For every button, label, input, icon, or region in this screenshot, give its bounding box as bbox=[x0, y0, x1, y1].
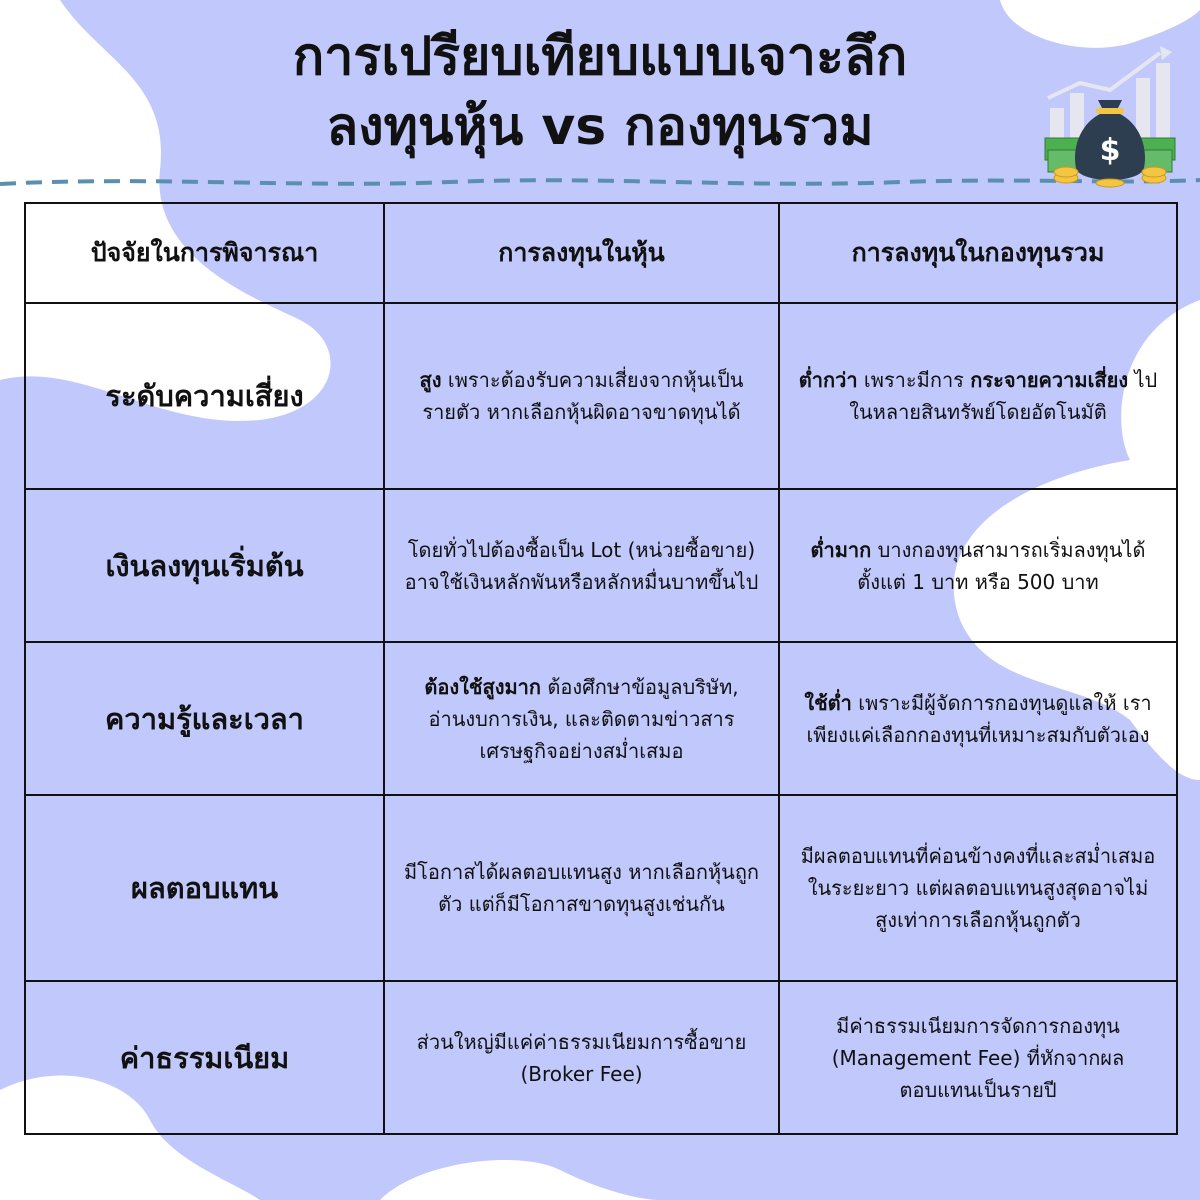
dashed-divider bbox=[0, 172, 1200, 192]
factor-cell: ค่าธรรมเนียม bbox=[25, 981, 384, 1134]
stock-cell bbox=[384, 981, 779, 1134]
fund-cell bbox=[779, 489, 1177, 642]
fund-highlight: ต่ำกว่า bbox=[798, 368, 858, 392]
fund-text: มีค่าธรรมเนียมการจัดการกองทุน (Management Fee) ที่หักจากผลตอบแทนเป็นรายปี bbox=[831, 1013, 1125, 1102]
fund-text-2: ไปในหลายสินทรัพย์โดยอัตโนมัติ bbox=[849, 368, 1158, 424]
table-row bbox=[25, 489, 1177, 642]
stock-text: ต้องศึกษาข้อมูลบริษัท, อ่านงบการเงิน, และติดตามข่าวสารเศรษฐกิจอย่างสม่ำเสมอ bbox=[428, 674, 739, 763]
page-title bbox=[0, 22, 1200, 162]
stock-cell bbox=[384, 642, 779, 795]
table-row bbox=[25, 303, 1177, 489]
stock-highlight: ต้องใช้สูงมาก bbox=[424, 674, 541, 699]
stock-text: ส่วนใหญ่มีแค่ค่าธรรมเนียมการซื้อขาย (Broker Fee) bbox=[416, 1029, 747, 1086]
table-row bbox=[25, 981, 1177, 1134]
title-line-2: ลงทุนหุ้น vs กองทุนรวม bbox=[326, 97, 874, 157]
table-row bbox=[25, 795, 1177, 981]
stock-text: โดยทั่วไปต้องซื้อเป็น Lot (หน่วยซื้อขาย) อาจใช้เงินหลักพันหรือหลักหมื่นบาทขึ้นไป bbox=[404, 537, 759, 594]
table-header-row bbox=[25, 203, 1177, 303]
fund-text: เพราะมีการ bbox=[857, 368, 971, 392]
fund-highlight: ใช้ต่ำ bbox=[804, 690, 852, 715]
table-row bbox=[25, 642, 1177, 795]
header-stock: การลงทุนในหุ้น bbox=[384, 203, 779, 303]
fund-cell bbox=[779, 981, 1177, 1134]
factor-cell: ความรู้และเวลา bbox=[25, 642, 384, 795]
title-line-1: การเปรียบเทียบแบบเจาะลึก bbox=[292, 27, 908, 87]
fund-highlight: ต่ำมาก bbox=[810, 537, 872, 562]
fund-cell bbox=[779, 642, 1177, 795]
svg-text:$: $ bbox=[1099, 133, 1121, 168]
header-factor: ปัจจัยในการพิจารณา bbox=[25, 203, 384, 303]
stock-text: เพราะต้องรับความเสี่ยงจากหุ้นเป็นรายตัว หากเลือกหุ้นผิดอาจขาดทุนได้ bbox=[422, 368, 744, 424]
money-bag-chart-icon bbox=[1040, 38, 1180, 188]
stock-text: มีโอกาสได้ผลตอบแทนสูง หากเลือกหุ้นถูกตัว แต่ก็มีโอกาสขาดทุนสูงเช่นกัน bbox=[403, 860, 760, 916]
fund-text: เพราะมีผู้จัดการกองทุนดูแลให้ เราเพียงแค่เลือกกองทุนที่เหมาะสมกับตัวเอง bbox=[806, 690, 1152, 747]
fund-text: บางกองทุนสามารถเริ่มลงทุนได้ตั้งแต่ 1 บาท หรือ 500 บาท bbox=[857, 537, 1146, 594]
comparison-table bbox=[24, 202, 1178, 1135]
stock-cell bbox=[384, 489, 779, 642]
stock-cell bbox=[384, 303, 779, 489]
factor-cell: ระดับความเสี่ยง bbox=[25, 303, 384, 489]
stock-cell bbox=[384, 795, 779, 981]
fund-cell bbox=[779, 303, 1177, 489]
fund-highlight-2: กระจายความเสี่ยง bbox=[970, 368, 1129, 392]
stock-highlight: สูง bbox=[419, 368, 442, 392]
fund-text: มีผลตอบแทนที่ค่อนข้างคงที่และสม่ำเสมอในระยะยาว แต่ผลตอบแทนสูงสุดอาจไม่สูงเท่าการเลือกหุ้นถูกตัว bbox=[800, 844, 1156, 932]
factor-cell: เงินลงทุนเริ่มต้น bbox=[25, 489, 384, 642]
header-fund: การลงทุนในกองทุนรวม bbox=[779, 203, 1177, 303]
factor-cell: ผลตอบแทน bbox=[25, 795, 384, 981]
fund-cell bbox=[779, 795, 1177, 981]
